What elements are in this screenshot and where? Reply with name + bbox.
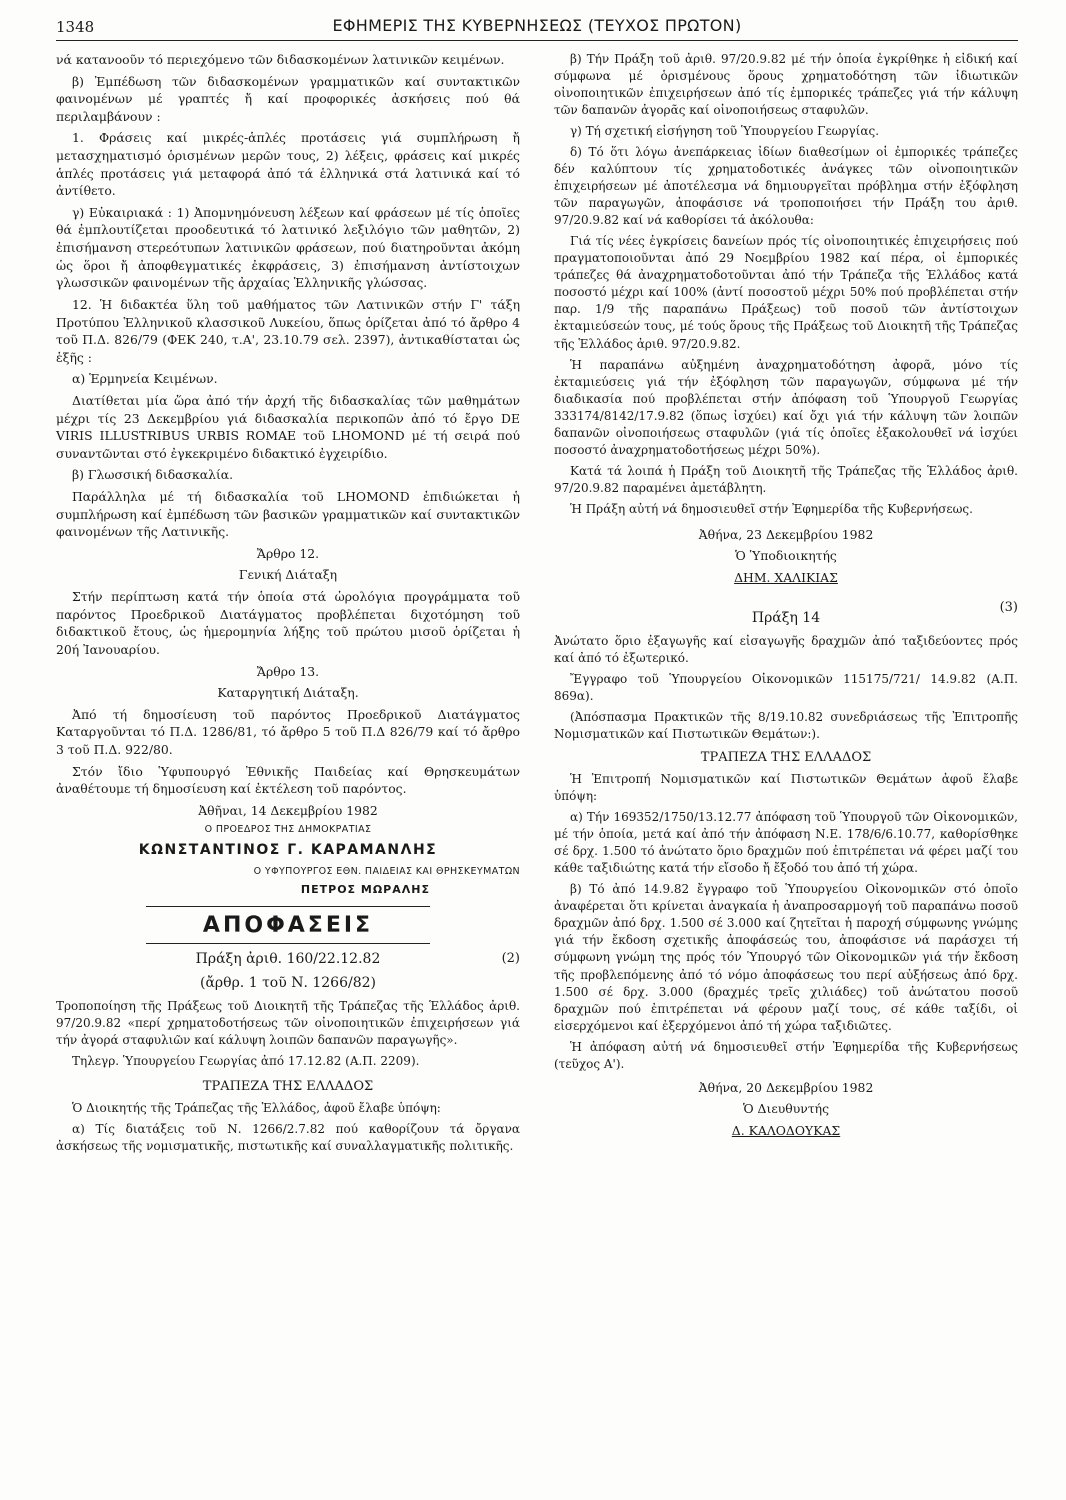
decision-number: Πράξη ἀριθ. 160/22.12.82: [195, 951, 381, 968]
decision-heading: [56, 950, 520, 970]
signatory-title: Ὁ Διευθυντής: [742, 1101, 830, 1117]
paragraph: α) Τήν 169352/1750/13.12.77 ἀπόφαση τοῦ Ὑπουργοῦ τῶν Οἰκονομικῶν, μέ τήν ὁποία, μετά καί ἀπό τήν ἀπόφαση Ν.Ε. 178/6/6.10.77, καθορίσθηκε σέ δρχ. 1.500 τό ἀνώτατο ὅριο δραχμῶν πού ἐπιτρέπεται νά φέρει μαζί του κάθε ταξιδιώτης κατά τήν εἴσοδο ἤ ἔξοδό του ἀπό τή χώρα.: [554, 810, 1018, 876]
reference-number: (2): [501, 951, 520, 967]
article-heading: Ἄρθρο 13.: [256, 663, 320, 679]
reference-number: (3): [999, 599, 1018, 615]
decision-subtitle: (ἄρθρ. 1 τοῦ Ν. 1266/82): [200, 974, 376, 991]
paragraph: Διατίθεται μία ὥρα ἀπό τήν ἀρχή τῆς διδασκαλίας τῶν μαθημάτων μέχρι τίς 23 Δεκεμβρίου γιά διδασκαλία περικοπῶν ἀπό τό ἔργο DE VIRIS ILLUSTRIBUS URBIS ROMAE τοῦ LHOMOND μέ τή σειρά πού συναντῶνται στό ἐγκεκριμένο διδακτικό ἐγχειρίδιο.: [56, 392, 520, 461]
paragraph: Κατά τά λοιπά ἡ Πράξη τοῦ Διοικητῆ τῆς Τράπεζας τῆς Ἑλλάδος ἀριθ. 97/20.9.82 παραμένει ἀμετάβλητη.: [554, 463, 1018, 495]
two-column-body: [56, 51, 1018, 1159]
president-title: Ο ΠΡΟΕΔΡΟΣ ΤΗΣ ΔΗΜΟΚΡΑΤΙΑΣ: [204, 824, 372, 836]
paragraph: Ἡ Πράξη αὐτή νά δημοσιευθεῖ στήν Ἐφημερίδα τῆς Κυβερνήσεως.: [570, 501, 973, 516]
decision-heading: [554, 599, 1018, 629]
paragraph: Ἡ Ἐπιτροπή Νομισματικῶν καί Πιστωτικῶν Θεμάτων ἀφοῦ ἔλαβε ὑπόψη:: [554, 772, 1018, 804]
paragraph: Τηλεγρ. Ὑπουργείου Γεωργίας ἀπό 17.12.82 (Α.Π. 2209).: [72, 1053, 420, 1068]
paragraph: Ὁ Διοικητής τῆς Τράπεζας τῆς Ἑλλάδος, ἀφοῦ ἔλαβε ὑπόψη:: [72, 1101, 441, 1116]
bank-heading: ΤΡΑΠΕΖΑ ΤΗΣ ΕΛΛΑΔΟΣ: [700, 749, 872, 765]
decision-date: Ἀθήνα, 23 Δεκεμβρίου 1982: [698, 526, 874, 542]
section-title: ΑΠΟΦΑΣΕΙΣ: [146, 906, 430, 944]
gazette-title: ΕΦΗΜΕΡΙΣ ΤΗΣ ΚΥΒΕΡΝΗΣΕΩΣ (ΤΕΥΧΟΣ ΠΡΩΤΟΝ): [332, 16, 742, 35]
article-title: Καταργητική Διάταξη.: [217, 685, 359, 701]
paragraph: β) Τό ἀπό 14.9.82 ἔγγραφο τοῦ Ὑπουργείου Οἰκονομικῶν στό ὁποῖο ἀναφέρεται ὅτι κρίνεται ἀναγκαία ἡ ἀναπροσαρμογή τοῦ παραπάνω ποσοῦ δραχμῶν ἀπό δρχ. 1.500 σέ 3.000 καί ζητεῖται ἡ παροχή σύμφωνης γνώμης γιά τήν ἔκδοση σχετικῆς ἀποφάσεώς του, ἀποφάσισε νά παράσχει τή σύμφωνη γνώμη της πρός τόν Ὑπουργό τῶν Οἰκονομικῶν γιά τήν ἔκδοση τῆς προβλεπόμενης ἀπό τό νόμο ἀποφάσεως του περί αὐξήσεως ἀπό δρχ. 1.500 σέ δρχ. 3.000 (δραχμές τρεῖς χιλιάδες) τοῦ ἀνώτατου ποσοῦ δραχμῶν πού ἐπιτρέπεται νά φέρουν μαζί τους, σέ κάθε ταξίδι, οἱ εἰσερχόμενοι καί ἐξερχόμενοι ἀπό τή χώρα ταξιδιῶτες.: [554, 882, 1018, 1033]
paragraph: Ἡ ἀπόφαση αὐτή νά δημοσιευθεῖ στήν Ἐφημερίδα τῆς Κυβερνήσεως (τεῦχος Α').: [554, 1039, 1018, 1071]
paragraph: 12. Ἡ διδακτέα ὕλη τοῦ μαθήματος τῶν Λατινικῶν στήν Γ' τάξη Προτύπου Ἑλληνικοῦ κλασσικοῦ Λυκείου, ὅπως ὁρίζεται ἀπό τό ἄρθρο 4 τοῦ Π.Δ. 826/79 (ΦΕΚ 240, τ.Α', 23.10.79 σελ. 2397), ἀντικαθίσταται ὡς ἑξῆς :: [56, 296, 520, 365]
paragraph: α) Ἑρμηνεία Κειμένων.: [72, 371, 218, 387]
paragraph: α) Τίς διατάξεις τοῦ Ν. 1266/2.7.82 πού καθορίζουν τά ὄργανα ἀσκήσεως τῆς νομισματικῆς, πιστωτικῆς καί συναλλαγματικῆς πολιτικῆς.: [56, 1122, 520, 1154]
paragraph: Ἡ παραπάνω αὐξημένη ἀναχρηματοδότηση ἀφορᾶ, μόνο τίς ἐκταμιεύσεις γιά τήν ἐξόφληση τῶν παραγωγῶν, σύμφωνα μέ τήν διαδικασία πού προβλέπεται στήν ἀπόφαση τοῦ Ὑπουργοῦ Γεωργίας 333174/8142/17.9.82 (ὅπως ἰσχύει) καί ὄχι γιά τήν κάλυψη τῶν λοιπῶν δαπανῶν οἰνοποιήσεως σταφυλῶν (γιά τίς ὁποῖες ἐξακολουθεῖ νά ἰσχύει ποσοστό ἀναχρηματοδοτήσεως μέχρι 50%).: [554, 357, 1018, 457]
paragraph: (Ἀπόσπασμα Πρακτικῶν τῆς 8/19.10.82 συνεδριάσεως τῆς Ἐπιτροπῆς Νομισματικῶν καί Πιστωτικῶν Θεμάτων:).: [554, 709, 1018, 741]
minister-name: ΠΕΤΡΟΣ ΜΩΡΑΛΗΣ: [300, 883, 430, 897]
paragraph: γ) Τή σχετική εἰσήγηση τοῦ Ὑπουργείου Γεωργίας.: [570, 124, 880, 139]
page-number: 1348: [56, 18, 95, 36]
article-title: Γενική Διάταξη: [238, 567, 338, 583]
paragraph: 1. Φράσεις καί μικρές-ἁπλές προτάσεις γιά συμπλήρωση ἤ μετασχηματισμό ὁρισμένων μερῶν τους, 2) λέξεις, φράσεις καί μικρές ἁπλές προτάσεις γιά μεταφορά ἀπό τά ἑλληνικά στά λατινικά καί τό ἀντίθετο.: [56, 130, 520, 199]
paragraph: νά κατανοοῦν τό περιεχόμενο τῶν διδασκομένων λατινικῶν κειμένων.: [56, 52, 505, 67]
president-name: ΚΩΝΣΤΑΝΤΙΝΟΣ Γ. ΚΑΡΑΜΑΝΛΗΣ: [138, 841, 438, 858]
paragraph: Τροποποίηση τῆς Πράξεως τοῦ Διοικητῆ τῆς Τράπεζας τῆς Ἑλλάδος ἀριθ. 97/20.9.82 «περί χρηματοδοτήσεως τῶν οἰνοποιητικῶν ἐπιχειρήσεων γιά τήν ἀγορά σταφυλιῶν καί κάλυψη λοιπῶν δαπανῶν παραγωγῆς».: [56, 998, 520, 1047]
paragraph: γ) Εὐκαιριακά : 1) Ἀπομνημόνευση λέξεων καί φράσεων μέ τίς ὁποῖες θά ἐμπλουτίζεται προοδευτικά τό λατινικό λεξιλόγιο τῶν μαθητῶν, 2) ἐπισήμανση στερεότυπων λατινικῶν φράσεων, πού διατηροῦνται ἀκόμη ὡς ὅροι ἤ ἀποφθεγματικές ἐκφράσεις, 3) ἐπισήμανση ἀντίστοιχων γλωσσικῶν φαινομένων τῆς ἀρχαίας Ἑλληνικῆς γλώσσας.: [56, 204, 520, 291]
article-heading: Ἄρθρο 12.: [256, 545, 320, 561]
right-column: [554, 51, 1018, 1159]
signatory-title: Ὁ Ὑποδιοικητής: [735, 548, 837, 564]
minister-title: Ο ΥΦΥΠΟΥΡΓΟΣ ΕΘΝ. ΠΑΙΔΕΙΑΣ ΚΑΙ ΘΡΗΣΚΕΥΜΑΤΩΝ: [253, 865, 520, 877]
signatory-name: ΔΗΜ. ΧΑΛΙΚΙΑΣ: [734, 570, 838, 586]
paragraph: Παράλληλα μέ τή διδασκαλία τοῦ LHOMOND ἐπιδιώκεται ἡ συμπλήρωση καί ἐμπέδωση τῶν βασικῶν γραμματικῶν καί συντακτικῶν φαινομένων τῆς Λατινικῆς.: [56, 489, 520, 540]
paragraph: β) Τήν Πράξη τοῦ ἀριθ. 97/20.9.82 μέ τήν ὁποία ἐγκρίθηκε ἡ εἰδική καί σύμφωνα μέ ὁρισμένους ὅρους χρηματοδότηση τῶν ἰδιωτικῶν οἰνοποιητικῶν ἐπιχειρήσεων ἀπό τίς ἐμπορικές τράπεζες γιά τήν κάλυψη τῶν δαπανῶν ἀγορᾶς καί οἰνοποιήσεως σταφυλῶν.: [554, 52, 1018, 118]
paragraph: Γιά τίς νέες ἐγκρίσεις δανείων πρός τίς οἰνοποιητικές ἐπιχειρήσεις πού πραγματοποιοῦνται ἀπό 29 Νοεμβρίου 1982 καί πέρα, οἱ ἐμπορικές τράπεζες θά ἀναχρηματοδοτοῦνται ἀπό τήν Τράπεζα τῆς Ἑλλάδος κατά ποσοστό μέχρι καί 100% (ἀντί ποσοστοῦ μέχρι 50% πού προβλέπεται στήν παρ. 1/9 τῆς παραπάνω Πράξεως) τοῦ ποσοῦ τῶν ἀντίστοιχων ἐκταμιεύσεών τους, μέ τούς ὅρους τῆς Πράξεως τοῦ Διοικητῆ τῆς Τράπεζας τῆς Ἑλλάδος ἀριθ. 97/20.9.82.: [554, 234, 1018, 351]
paragraph: Ἔγγραφο τοῦ Ὑπουργείου Οἰκονομικῶν 115175/721/ 14.9.82 (Α.Π. 869α).: [554, 671, 1018, 703]
decision-date: Ἀθήνα, 20 Δεκεμβρίου 1982: [698, 1079, 874, 1095]
paragraph: δ) Τό ὅτι λόγω ἀνεπάρκειας ἰδίων διαθεσίμων οἱ ἐμπορικές τράπεζες δέν καλύπτουν τίς χρηματοδοτικές ἀνάγκες τῶν οἰνοποιητικῶν ἐπιχειρήσεων μέ ἀποτέλεσμα νά δημιουργεῖται πρόβλημα στήν ἐξόφληση τῶν παραγωγῶν, ἀποφάσισε νά τροποποιήσει τήν Πράξη του ἀριθ. 97/20.9.82 καί νά καθορίσει τά ἀκόλουθα:: [554, 145, 1018, 228]
bank-heading: ΤΡΑΠΕΖΑ ΤΗΣ ΕΛΛΑΔΟΣ: [202, 1078, 374, 1094]
paragraph: Ἀπό τή δημοσίευση τοῦ παρόντος Προεδρικοῦ Διατάγματος Καταργοῦνται τό Π.Δ. 1286/81, τό ἄρθρο 5 τοῦ Π.Δ 826/79 καί τό ἄρθρο 3 τοῦ Π.Δ. 922/80.: [56, 706, 520, 757]
paragraph: Ἀνώτατο ὅριο ἐξαγωγῆς καί εἰσαγωγῆς δραχμῶν ἀπό ταξιδεύοντες πρός καί ἀπό τό ἐξωτερικό.: [554, 633, 1018, 665]
paragraph: β) Γλωσσική διδασκαλία.: [72, 467, 234, 483]
paragraph: β) Ἐμπέδωση τῶν διδασκομένων γραμματικῶν καί συντακτικῶν φαινομένων μέ γραπτές ἤ καί προφορικές ἀσκήσεις πού θά περιλαμβάνουν :: [56, 73, 520, 124]
paragraph: Στήν περίπτωση κατά τήν ὁποία στά ὡρολόγια προγράμματα τοῦ παρόντος Προεδρικοῦ Διατάγματος προβλέπεται διχοτόμηση τοῦ διδακτικοῦ ἔτους, ὡς ἡμερομηνία λήξης τοῦ πρώτου μισοῦ ὁρίζεται ἡ 20ή Ἰανουαρίου.: [56, 589, 520, 657]
left-column: [56, 51, 520, 1159]
decree-date: Ἀθῆναι, 14 Δεκεμβρίου 1982: [198, 802, 378, 818]
signatory-name: Δ. ΚΑΛΟΔΟΥΚΑΣ: [731, 1122, 841, 1138]
paragraph: Στόν ἴδιο Ὑφυπουργό Ἐθνικῆς Παιδείας καί Θρησκευμάτων ἀναθέτουμε τή δημοσίευση καί ἐκτέλεση τοῦ παρόντος.: [56, 763, 520, 797]
decision-number: Πράξη 14: [751, 609, 821, 626]
page-header: [56, 10, 1018, 41]
